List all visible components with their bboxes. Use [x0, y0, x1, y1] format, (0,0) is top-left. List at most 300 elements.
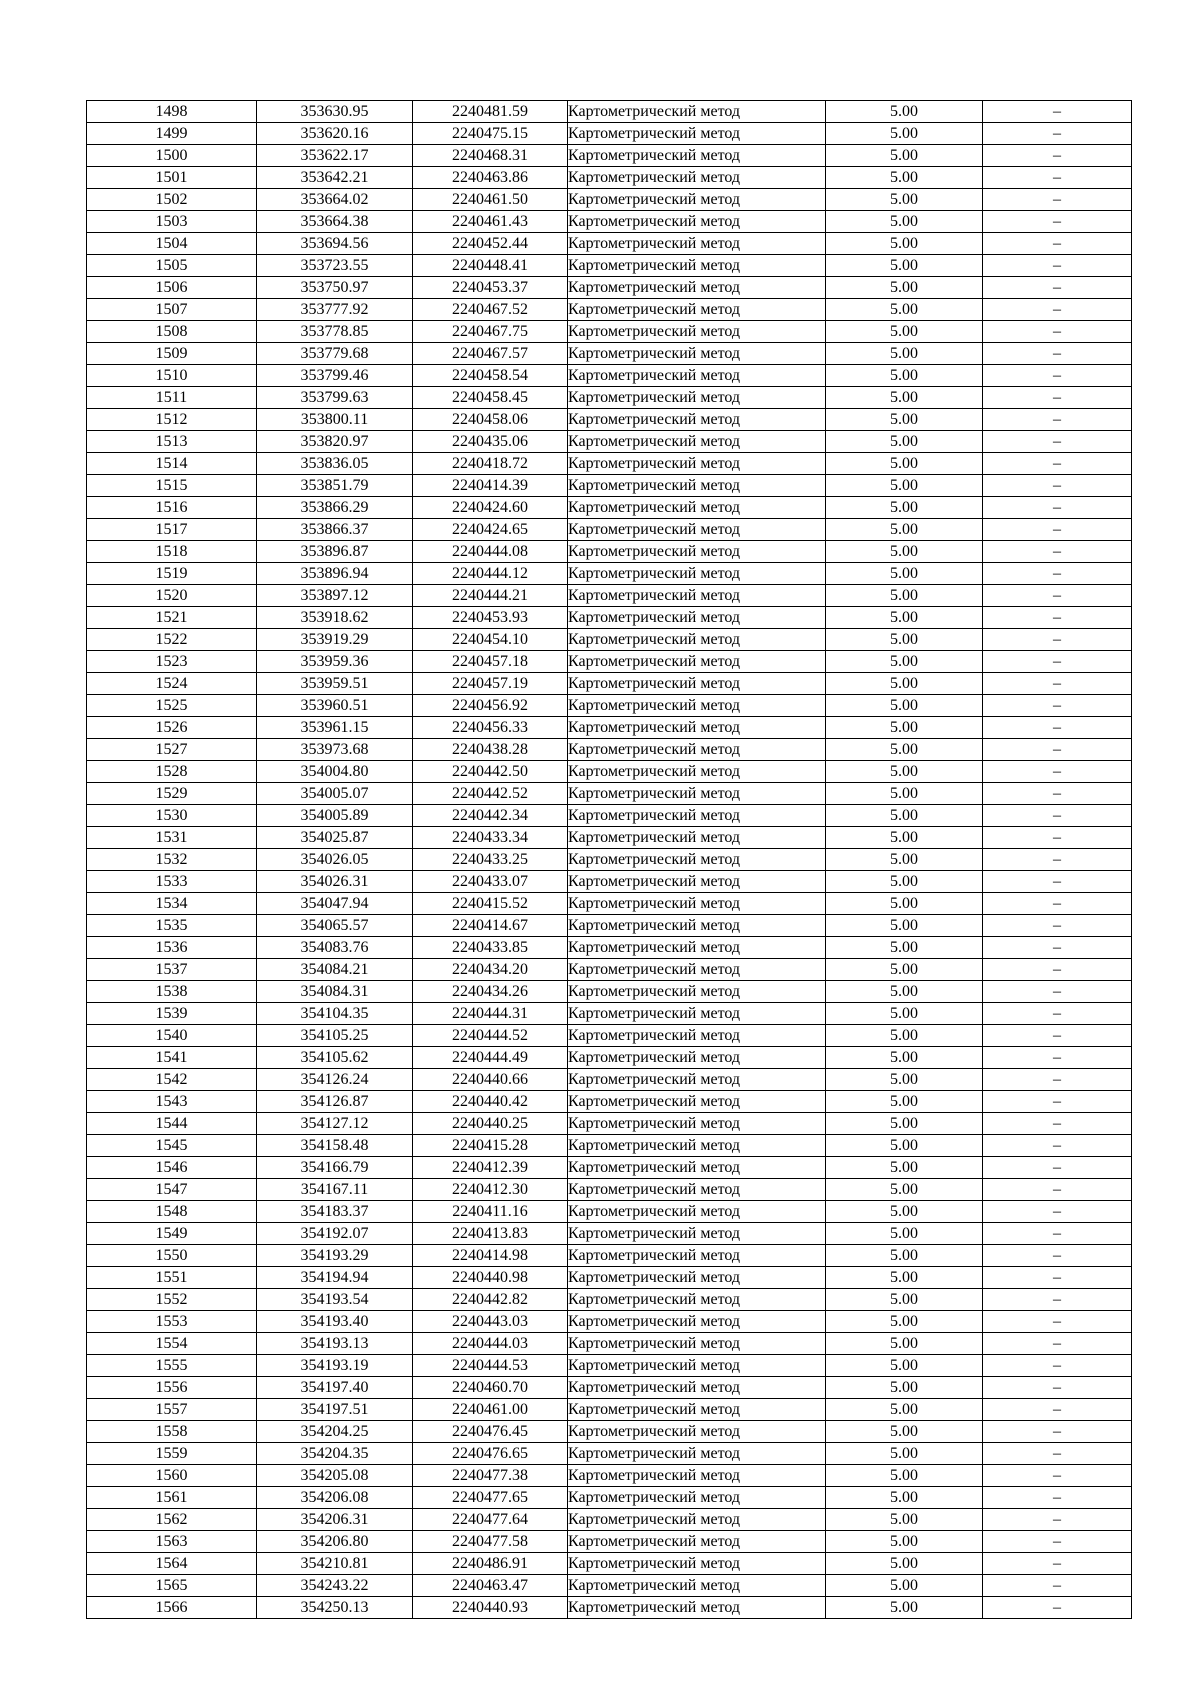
accuracy-cell: 5.00 [826, 541, 983, 563]
x-coordinate-cell: 354127.12 [257, 1113, 413, 1135]
point-number-cell: 1519 [87, 563, 257, 585]
method-cell: Картометрический метод [568, 519, 826, 541]
table-row [87, 541, 1132, 563]
table-row [87, 497, 1132, 519]
table-row [87, 1509, 1132, 1531]
method-cell: Картометрический метод [568, 299, 826, 321]
y-coordinate-cell: 2240476.45 [413, 1421, 568, 1443]
table-row [87, 255, 1132, 277]
point-number-cell: 1564 [87, 1553, 257, 1575]
accuracy-cell: 5.00 [826, 1091, 983, 1113]
accuracy-cell: 5.00 [826, 343, 983, 365]
point-number-cell: 1500 [87, 145, 257, 167]
description-cell: – [983, 145, 1132, 167]
y-coordinate-cell: 2240413.83 [413, 1223, 568, 1245]
x-coordinate-cell: 354206.80 [257, 1531, 413, 1553]
accuracy-cell: 5.00 [826, 233, 983, 255]
description-cell: – [983, 167, 1132, 189]
table-row [87, 1355, 1132, 1377]
table-row [87, 431, 1132, 453]
table-row [87, 563, 1132, 585]
x-coordinate-cell: 353820.97 [257, 431, 413, 453]
method-cell: Картометрический метод [568, 277, 826, 299]
accuracy-cell: 5.00 [826, 1245, 983, 1267]
table-row [87, 695, 1132, 717]
method-cell: Картометрический метод [568, 1575, 826, 1597]
point-number-cell: 1525 [87, 695, 257, 717]
description-cell: – [983, 937, 1132, 959]
y-coordinate-cell: 2240442.52 [413, 783, 568, 805]
accuracy-cell: 5.00 [826, 387, 983, 409]
table-row [87, 981, 1132, 1003]
x-coordinate-cell: 353918.62 [257, 607, 413, 629]
accuracy-cell: 5.00 [826, 1465, 983, 1487]
point-number-cell: 1540 [87, 1025, 257, 1047]
point-number-cell: 1530 [87, 805, 257, 827]
method-cell: Картометрический метод [568, 1421, 826, 1443]
point-number-cell: 1539 [87, 1003, 257, 1025]
table-row [87, 1531, 1132, 1553]
description-cell: – [983, 1421, 1132, 1443]
accuracy-cell: 5.00 [826, 1399, 983, 1421]
method-cell: Картометрический метод [568, 893, 826, 915]
method-cell: Картометрический метод [568, 1355, 826, 1377]
x-coordinate-cell: 354005.07 [257, 783, 413, 805]
method-cell: Картометрический метод [568, 255, 826, 277]
point-number-cell: 1509 [87, 343, 257, 365]
y-coordinate-cell: 2240458.45 [413, 387, 568, 409]
accuracy-cell: 5.00 [826, 1333, 983, 1355]
x-coordinate-cell: 354205.08 [257, 1465, 413, 1487]
description-cell: – [983, 519, 1132, 541]
description-cell: – [983, 673, 1132, 695]
x-coordinate-cell: 354126.24 [257, 1069, 413, 1091]
x-coordinate-cell: 353622.17 [257, 145, 413, 167]
x-coordinate-cell: 354025.87 [257, 827, 413, 849]
y-coordinate-cell: 2240456.92 [413, 695, 568, 717]
description-cell: – [983, 607, 1132, 629]
method-cell: Картометрический метод [568, 695, 826, 717]
method-cell: Картометрический метод [568, 211, 826, 233]
method-cell: Картометрический метод [568, 651, 826, 673]
description-cell: – [983, 1443, 1132, 1465]
y-coordinate-cell: 2240412.30 [413, 1179, 568, 1201]
table-row [87, 805, 1132, 827]
accuracy-cell: 5.00 [826, 783, 983, 805]
point-number-cell: 1515 [87, 475, 257, 497]
description-cell: – [983, 1201, 1132, 1223]
method-cell: Картометрический метод [568, 167, 826, 189]
accuracy-cell: 5.00 [826, 299, 983, 321]
description-cell: – [983, 739, 1132, 761]
x-coordinate-cell: 354084.21 [257, 959, 413, 981]
method-cell: Картометрический метод [568, 1487, 826, 1509]
x-coordinate-cell: 354210.81 [257, 1553, 413, 1575]
table-row [87, 1223, 1132, 1245]
x-coordinate-cell: 353836.05 [257, 453, 413, 475]
y-coordinate-cell: 2240440.98 [413, 1267, 568, 1289]
table-row [87, 519, 1132, 541]
point-number-cell: 1522 [87, 629, 257, 651]
x-coordinate-cell: 354047.94 [257, 893, 413, 915]
table-row [87, 1575, 1132, 1597]
table-row [87, 937, 1132, 959]
table-row [87, 827, 1132, 849]
y-coordinate-cell: 2240414.98 [413, 1245, 568, 1267]
method-cell: Картометрический метод [568, 915, 826, 937]
table-row [87, 475, 1132, 497]
x-coordinate-cell: 354126.87 [257, 1091, 413, 1113]
table-body [87, 101, 1132, 1619]
y-coordinate-cell: 2240444.49 [413, 1047, 568, 1069]
table-row [87, 453, 1132, 475]
x-coordinate-cell: 353664.02 [257, 189, 413, 211]
y-coordinate-cell: 2240454.10 [413, 629, 568, 651]
accuracy-cell: 5.00 [826, 717, 983, 739]
description-cell: – [983, 1333, 1132, 1355]
accuracy-cell: 5.00 [826, 145, 983, 167]
point-number-cell: 1517 [87, 519, 257, 541]
table-row [87, 1443, 1132, 1465]
point-number-cell: 1536 [87, 937, 257, 959]
method-cell: Картометрический метод [568, 145, 826, 167]
x-coordinate-cell: 353851.79 [257, 475, 413, 497]
point-number-cell: 1529 [87, 783, 257, 805]
x-coordinate-cell: 354166.79 [257, 1157, 413, 1179]
x-coordinate-cell: 353866.37 [257, 519, 413, 541]
table-row [87, 739, 1132, 761]
accuracy-cell: 5.00 [826, 123, 983, 145]
y-coordinate-cell: 2240435.06 [413, 431, 568, 453]
x-coordinate-cell: 354167.11 [257, 1179, 413, 1201]
method-cell: Картометрический метод [568, 1157, 826, 1179]
method-cell: Картометрический метод [568, 387, 826, 409]
x-coordinate-cell: 353777.92 [257, 299, 413, 321]
x-coordinate-cell: 354083.76 [257, 937, 413, 959]
description-cell: – [983, 431, 1132, 453]
accuracy-cell: 5.00 [826, 937, 983, 959]
y-coordinate-cell: 2240444.31 [413, 1003, 568, 1025]
y-coordinate-cell: 2240448.41 [413, 255, 568, 277]
accuracy-cell: 5.00 [826, 1113, 983, 1135]
y-coordinate-cell: 2240444.21 [413, 585, 568, 607]
y-coordinate-cell: 2240414.39 [413, 475, 568, 497]
method-cell: Картометрический метод [568, 541, 826, 563]
accuracy-cell: 5.00 [826, 1487, 983, 1509]
table-row [87, 717, 1132, 739]
x-coordinate-cell: 354193.29 [257, 1245, 413, 1267]
y-coordinate-cell: 2240481.59 [413, 101, 568, 123]
table-row [87, 1267, 1132, 1289]
method-cell: Картометрический метод [568, 365, 826, 387]
accuracy-cell: 5.00 [826, 1267, 983, 1289]
table-row [87, 1201, 1132, 1223]
description-cell: – [983, 365, 1132, 387]
point-number-cell: 1559 [87, 1443, 257, 1465]
description-cell: – [983, 497, 1132, 519]
description-cell: – [983, 1509, 1132, 1531]
y-coordinate-cell: 2240433.25 [413, 849, 568, 871]
point-number-cell: 1549 [87, 1223, 257, 1245]
table-row [87, 1465, 1132, 1487]
accuracy-cell: 5.00 [826, 981, 983, 1003]
method-cell: Картометрический метод [568, 233, 826, 255]
accuracy-cell: 5.00 [826, 453, 983, 475]
point-number-cell: 1520 [87, 585, 257, 607]
method-cell: Картометрический метод [568, 761, 826, 783]
y-coordinate-cell: 2240486.91 [413, 1553, 568, 1575]
point-number-cell: 1507 [87, 299, 257, 321]
method-cell: Картометрический метод [568, 1179, 826, 1201]
accuracy-cell: 5.00 [826, 1157, 983, 1179]
x-coordinate-cell: 354192.07 [257, 1223, 413, 1245]
point-number-cell: 1508 [87, 321, 257, 343]
table-row [87, 585, 1132, 607]
x-coordinate-cell: 354206.31 [257, 1509, 413, 1531]
description-cell: – [983, 211, 1132, 233]
description-cell: – [983, 453, 1132, 475]
table-row [87, 1311, 1132, 1333]
table-row [87, 387, 1132, 409]
description-cell: – [983, 629, 1132, 651]
y-coordinate-cell: 2240434.20 [413, 959, 568, 981]
x-coordinate-cell: 353919.29 [257, 629, 413, 651]
point-number-cell: 1503 [87, 211, 257, 233]
accuracy-cell: 5.00 [826, 1179, 983, 1201]
point-number-cell: 1565 [87, 1575, 257, 1597]
table-row [87, 783, 1132, 805]
accuracy-cell: 5.00 [826, 167, 983, 189]
x-coordinate-cell: 354193.13 [257, 1333, 413, 1355]
table-row [87, 1003, 1132, 1025]
point-number-cell: 1534 [87, 893, 257, 915]
y-coordinate-cell: 2240433.85 [413, 937, 568, 959]
accuracy-cell: 5.00 [826, 431, 983, 453]
description-cell: – [983, 255, 1132, 277]
method-cell: Картометрический метод [568, 321, 826, 343]
y-coordinate-cell: 2240412.39 [413, 1157, 568, 1179]
y-coordinate-cell: 2240468.31 [413, 145, 568, 167]
x-coordinate-cell: 353960.51 [257, 695, 413, 717]
table-row [87, 299, 1132, 321]
y-coordinate-cell: 2240475.15 [413, 123, 568, 145]
point-number-cell: 1512 [87, 409, 257, 431]
accuracy-cell: 5.00 [826, 915, 983, 937]
method-cell: Картометрический метод [568, 1047, 826, 1069]
x-coordinate-cell: 353959.36 [257, 651, 413, 673]
method-cell: Картометрический метод [568, 585, 826, 607]
y-coordinate-cell: 2240457.18 [413, 651, 568, 673]
x-coordinate-cell: 353779.68 [257, 343, 413, 365]
method-cell: Картометрический метод [568, 739, 826, 761]
description-cell: – [983, 541, 1132, 563]
method-cell: Картометрический метод [568, 1509, 826, 1531]
point-number-cell: 1553 [87, 1311, 257, 1333]
description-cell: – [983, 101, 1132, 123]
description-cell: – [983, 1003, 1132, 1025]
x-coordinate-cell: 354158.48 [257, 1135, 413, 1157]
y-coordinate-cell: 2240415.52 [413, 893, 568, 915]
accuracy-cell: 5.00 [826, 673, 983, 695]
method-cell: Картометрический метод [568, 1443, 826, 1465]
table-row [87, 1487, 1132, 1509]
x-coordinate-cell: 353896.94 [257, 563, 413, 585]
table-row [87, 365, 1132, 387]
method-cell: Картометрический метод [568, 101, 826, 123]
y-coordinate-cell: 2240444.03 [413, 1333, 568, 1355]
y-coordinate-cell: 2240463.47 [413, 1575, 568, 1597]
point-number-cell: 1498 [87, 101, 257, 123]
table-row [87, 673, 1132, 695]
x-coordinate-cell: 354194.94 [257, 1267, 413, 1289]
accuracy-cell: 5.00 [826, 1509, 983, 1531]
x-coordinate-cell: 353620.16 [257, 123, 413, 145]
method-cell: Картометрический метод [568, 475, 826, 497]
y-coordinate-cell: 2240458.06 [413, 409, 568, 431]
accuracy-cell: 5.00 [826, 1553, 983, 1575]
y-coordinate-cell: 2240452.44 [413, 233, 568, 255]
point-number-cell: 1548 [87, 1201, 257, 1223]
table-row [87, 321, 1132, 343]
point-number-cell: 1527 [87, 739, 257, 761]
method-cell: Картометрический метод [568, 431, 826, 453]
description-cell: – [983, 783, 1132, 805]
y-coordinate-cell: 2240414.67 [413, 915, 568, 937]
y-coordinate-cell: 2240444.52 [413, 1025, 568, 1047]
accuracy-cell: 5.00 [826, 695, 983, 717]
description-cell: – [983, 651, 1132, 673]
y-coordinate-cell: 2240438.28 [413, 739, 568, 761]
table-row [87, 277, 1132, 299]
point-number-cell: 1560 [87, 1465, 257, 1487]
x-coordinate-cell: 353959.51 [257, 673, 413, 695]
y-coordinate-cell: 2240444.12 [413, 563, 568, 585]
table-row [87, 607, 1132, 629]
description-cell: – [983, 277, 1132, 299]
table-row [87, 343, 1132, 365]
description-cell: – [983, 1531, 1132, 1553]
description-cell: – [983, 1135, 1132, 1157]
point-number-cell: 1541 [87, 1047, 257, 1069]
x-coordinate-cell: 353694.56 [257, 233, 413, 255]
accuracy-cell: 5.00 [826, 629, 983, 651]
accuracy-cell: 5.00 [826, 1531, 983, 1553]
table-row [87, 211, 1132, 233]
point-number-cell: 1506 [87, 277, 257, 299]
x-coordinate-cell: 354026.31 [257, 871, 413, 893]
x-coordinate-cell: 354193.54 [257, 1289, 413, 1311]
description-cell: – [983, 1025, 1132, 1047]
x-coordinate-cell: 353896.87 [257, 541, 413, 563]
description-cell: – [983, 1223, 1132, 1245]
table-row [87, 167, 1132, 189]
method-cell: Картометрический метод [568, 1399, 826, 1421]
point-number-cell: 1544 [87, 1113, 257, 1135]
method-cell: Картометрический метод [568, 607, 826, 629]
table-row [87, 651, 1132, 673]
accuracy-cell: 5.00 [826, 497, 983, 519]
method-cell: Картометрический метод [568, 937, 826, 959]
description-cell: – [983, 915, 1132, 937]
description-cell: – [983, 1289, 1132, 1311]
description-cell: – [983, 1069, 1132, 1091]
x-coordinate-cell: 353630.95 [257, 101, 413, 123]
y-coordinate-cell: 2240440.25 [413, 1113, 568, 1135]
description-cell: – [983, 1179, 1132, 1201]
method-cell: Картометрический метод [568, 1091, 826, 1113]
method-cell: Картометрический метод [568, 409, 826, 431]
description-cell: – [983, 1245, 1132, 1267]
accuracy-cell: 5.00 [826, 1575, 983, 1597]
accuracy-cell: 5.00 [826, 607, 983, 629]
y-coordinate-cell: 2240463.86 [413, 167, 568, 189]
table-row [87, 849, 1132, 871]
method-cell: Картометрический метод [568, 1069, 826, 1091]
accuracy-cell: 5.00 [826, 321, 983, 343]
description-cell: – [983, 871, 1132, 893]
description-cell: – [983, 1487, 1132, 1509]
method-cell: Картометрический метод [568, 1245, 826, 1267]
method-cell: Картометрический метод [568, 783, 826, 805]
description-cell: – [983, 959, 1132, 981]
table-row [87, 1091, 1132, 1113]
method-cell: Картометрический метод [568, 871, 826, 893]
x-coordinate-cell: 353664.38 [257, 211, 413, 233]
description-cell: – [983, 1597, 1132, 1619]
point-number-cell: 1566 [87, 1597, 257, 1619]
y-coordinate-cell: 2240433.34 [413, 827, 568, 849]
point-number-cell: 1542 [87, 1069, 257, 1091]
accuracy-cell: 5.00 [826, 255, 983, 277]
point-number-cell: 1533 [87, 871, 257, 893]
y-coordinate-cell: 2240467.75 [413, 321, 568, 343]
y-coordinate-cell: 2240453.93 [413, 607, 568, 629]
point-number-cell: 1550 [87, 1245, 257, 1267]
point-number-cell: 1511 [87, 387, 257, 409]
description-cell: – [983, 1553, 1132, 1575]
table-row [87, 1597, 1132, 1619]
x-coordinate-cell: 353778.85 [257, 321, 413, 343]
y-coordinate-cell: 2240457.19 [413, 673, 568, 695]
y-coordinate-cell: 2240424.60 [413, 497, 568, 519]
method-cell: Картометрический метод [568, 849, 826, 871]
point-number-cell: 1551 [87, 1267, 257, 1289]
y-coordinate-cell: 2240415.28 [413, 1135, 568, 1157]
point-number-cell: 1561 [87, 1487, 257, 1509]
accuracy-cell: 5.00 [826, 959, 983, 981]
description-cell: – [983, 893, 1132, 915]
accuracy-cell: 5.00 [826, 849, 983, 871]
x-coordinate-cell: 354004.80 [257, 761, 413, 783]
description-cell: – [983, 849, 1132, 871]
table-row [87, 1157, 1132, 1179]
x-coordinate-cell: 353973.68 [257, 739, 413, 761]
accuracy-cell: 5.00 [826, 1289, 983, 1311]
point-number-cell: 1563 [87, 1531, 257, 1553]
y-coordinate-cell: 2240443.03 [413, 1311, 568, 1333]
accuracy-cell: 5.00 [826, 739, 983, 761]
accuracy-cell: 5.00 [826, 585, 983, 607]
description-cell: – [983, 1157, 1132, 1179]
accuracy-cell: 5.00 [826, 365, 983, 387]
x-coordinate-cell: 353750.97 [257, 277, 413, 299]
description-cell: – [983, 189, 1132, 211]
point-number-cell: 1545 [87, 1135, 257, 1157]
y-coordinate-cell: 2240453.37 [413, 277, 568, 299]
x-coordinate-cell: 354193.19 [257, 1355, 413, 1377]
x-coordinate-cell: 354065.57 [257, 915, 413, 937]
point-number-cell: 1513 [87, 431, 257, 453]
